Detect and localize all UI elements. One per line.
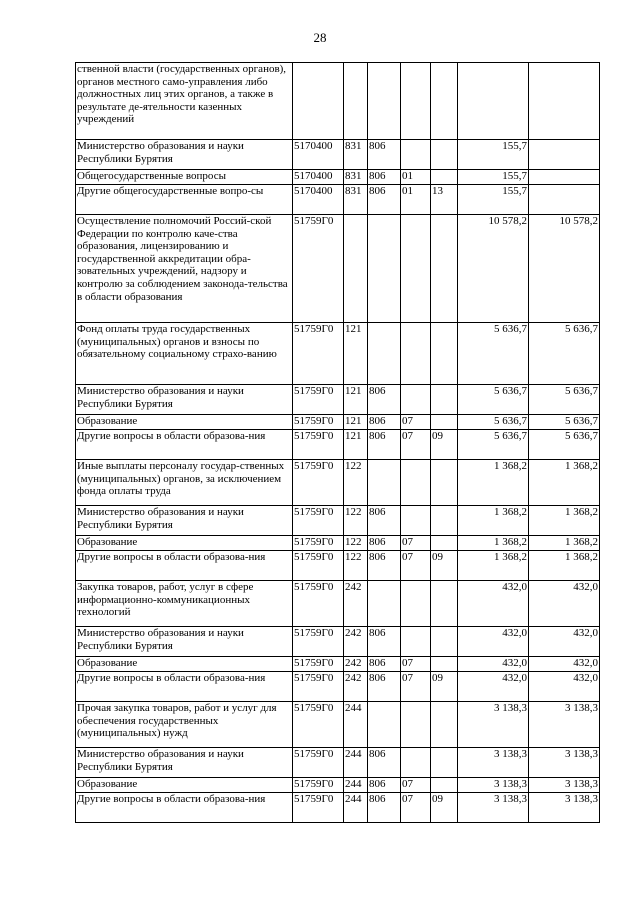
cell-sum1: 5 636,7 [458,385,529,415]
cell-csr: 51759Г0 [293,460,344,506]
cell-sum2: 10 578,2 [529,215,600,323]
table-row [76,185,600,215]
cell-pr [431,778,458,793]
cell-rz: 07 [401,551,431,581]
cell-sum2: 432,0 [529,581,600,627]
cell-grbs: 806 [368,140,401,170]
cell-rz [401,385,431,415]
cell-sum2: 432,0 [529,672,600,702]
cell-pr [431,657,458,672]
cell-name: Другие вопросы в области образова-ния [76,793,293,823]
cell-sum2: 5 636,7 [529,323,600,385]
table-row [76,323,600,385]
table-row [76,793,600,823]
cell-pr: 09 [431,430,458,460]
table-row [76,672,600,702]
cell-csr: 51759Г0 [293,657,344,672]
cell-name: Закупка товаров, работ, услуг в сфере информационно-коммуникационных технологий [76,581,293,627]
cell-rz: 01 [401,185,431,215]
cell-grbs: 806 [368,627,401,657]
cell-vr: 244 [344,702,368,748]
cell-rz: 07 [401,430,431,460]
cell-pr [431,170,458,185]
table-row [76,430,600,460]
cell-grbs [368,460,401,506]
cell-name: Фонд оплаты труда государственных (муниципальных) органов и взносы по обязательному социальному страхо-ванию [76,323,293,385]
cell-sum1: 432,0 [458,672,529,702]
cell-pr: 09 [431,793,458,823]
cell-sum2: 5 636,7 [529,430,600,460]
cell-name: Другие вопросы в области образова-ния [76,551,293,581]
cell-grbs: 806 [368,506,401,536]
cell-sum1: 155,7 [458,170,529,185]
cell-csr: 51759Г0 [293,672,344,702]
cell-vr: 122 [344,536,368,551]
cell-pr: 09 [431,672,458,702]
cell-grbs [368,215,401,323]
cell-name: Другие вопросы в области образова-ния [76,430,293,460]
cell-sum1: 155,7 [458,185,529,215]
cell-grbs: 806 [368,430,401,460]
cell-vr: 831 [344,140,368,170]
cell-sum2: 432,0 [529,657,600,672]
table-row [76,140,600,170]
cell-pr [431,140,458,170]
cell-csr: 51759Г0 [293,415,344,430]
cell-csr: 5170400 [293,170,344,185]
budget-table [75,62,600,823]
cell-vr: 122 [344,551,368,581]
cell-csr: 51759Г0 [293,627,344,657]
cell-rz [401,460,431,506]
cell-name: Образование [76,778,293,793]
cell-rz [401,63,431,140]
cell-sum1: 3 138,3 [458,748,529,778]
cell-vr: 244 [344,748,368,778]
cell-sum1: 10 578,2 [458,215,529,323]
table-row [76,581,600,627]
cell-csr: 5170400 [293,185,344,215]
cell-name: Министерство образования и науки Республики Бурятия [76,385,293,415]
cell-name: Министерство образования и науки Республики Бурятия [76,627,293,657]
cell-sum1: 1 368,2 [458,536,529,551]
cell-grbs: 806 [368,778,401,793]
cell-csr: 51759Г0 [293,385,344,415]
cell-sum1 [458,63,529,140]
cell-vr: 244 [344,793,368,823]
cell-pr [431,581,458,627]
cell-pr: 09 [431,551,458,581]
cell-sum1: 3 138,3 [458,793,529,823]
cell-rz: 07 [401,415,431,430]
cell-vr: 121 [344,430,368,460]
cell-csr: 51759Г0 [293,793,344,823]
table-row [76,551,600,581]
cell-vr: 121 [344,323,368,385]
cell-csr: 51759Г0 [293,778,344,793]
cell-rz [401,506,431,536]
table-row [76,627,600,657]
cell-grbs: 806 [368,170,401,185]
cell-pr [431,385,458,415]
cell-csr: 51759Г0 [293,748,344,778]
cell-grbs [368,323,401,385]
cell-name: Другие общегосударственные вопро-сы [76,185,293,215]
cell-sum2: 5 636,7 [529,415,600,430]
table-row [76,536,600,551]
cell-sum2 [529,185,600,215]
cell-csr: 51759Г0 [293,506,344,536]
cell-vr: 242 [344,657,368,672]
cell-rz: 07 [401,793,431,823]
cell-name: Иные выплаты персоналу государ-ственных (муниципальных) органов, за исключением фонда оплаты труда [76,460,293,506]
cell-sum2: 3 138,3 [529,778,600,793]
cell-rz [401,323,431,385]
cell-sum1: 3 138,3 [458,778,529,793]
cell-pr [431,323,458,385]
cell-csr: 51759Г0 [293,536,344,551]
cell-rz [401,215,431,323]
cell-pr [431,627,458,657]
cell-rz [401,748,431,778]
cell-rz [401,627,431,657]
cell-rz [401,140,431,170]
cell-rz: 07 [401,778,431,793]
cell-name: Прочая закупка товаров, работ и услуг для обеспечения государственных (муниципальных) нужд [76,702,293,748]
cell-name: Министерство образования и науки Республики Бурятия [76,506,293,536]
cell-csr: 5170400 [293,140,344,170]
cell-sum2: 3 138,3 [529,748,600,778]
table-row [76,657,600,672]
cell-vr: 122 [344,460,368,506]
cell-csr: 51759Г0 [293,323,344,385]
cell-name: Министерство образования и науки Республики Бурятия [76,140,293,170]
cell-sum1: 1 368,2 [458,506,529,536]
cell-sum2: 3 138,3 [529,793,600,823]
table-row [76,460,600,506]
cell-sum1: 432,0 [458,581,529,627]
cell-sum1: 432,0 [458,627,529,657]
cell-grbs [368,63,401,140]
table-row [76,748,600,778]
table-row [76,415,600,430]
cell-sum2 [529,170,600,185]
cell-name: Общегосударственные вопросы [76,170,293,185]
cell-csr: 51759Г0 [293,430,344,460]
cell-rz: 01 [401,170,431,185]
cell-csr: 51759Г0 [293,702,344,748]
cell-sum1: 3 138,3 [458,702,529,748]
cell-pr [431,63,458,140]
table-row [76,170,600,185]
cell-pr [431,215,458,323]
cell-name: Министерство образования и науки Республики Бурятия [76,748,293,778]
cell-vr: 244 [344,778,368,793]
cell-grbs: 806 [368,672,401,702]
cell-grbs [368,581,401,627]
cell-grbs: 806 [368,793,401,823]
table-row [76,215,600,323]
cell-sum1: 432,0 [458,657,529,672]
cell-grbs [368,702,401,748]
cell-sum2: 3 138,3 [529,702,600,748]
cell-vr: 121 [344,385,368,415]
cell-rz: 07 [401,657,431,672]
cell-csr: 51759Г0 [293,215,344,323]
cell-sum1: 5 636,7 [458,430,529,460]
cell-pr [431,460,458,506]
cell-name: Осуществление полномочий Россий-ской Федерации по контролю каче-ства образования, лицензированию и государственной аккредитации обра-зовательных учреждений, надзору и контролю за соблюдением законода-тельства в области образования [76,215,293,323]
page-number: 28 [313,30,327,45]
cell-pr: 13 [431,185,458,215]
cell-name: Образование [76,657,293,672]
table-row [76,778,600,793]
cell-vr: 831 [344,170,368,185]
cell-vr: 242 [344,627,368,657]
cell-rz [401,581,431,627]
cell-rz [401,702,431,748]
cell-pr [431,702,458,748]
table-row [76,385,600,415]
cell-vr [344,63,368,140]
cell-csr: 51759Г0 [293,551,344,581]
cell-grbs: 806 [368,385,401,415]
cell-csr: 51759Г0 [293,581,344,627]
cell-sum2 [529,140,600,170]
cell-sum2: 5 636,7 [529,385,600,415]
cell-vr [344,215,368,323]
cell-grbs: 806 [368,657,401,672]
cell-rz: 07 [401,536,431,551]
cell-grbs: 806 [368,551,401,581]
cell-sum1: 155,7 [458,140,529,170]
cell-sum2 [529,63,600,140]
cell-sum2: 1 368,2 [529,551,600,581]
cell-vr: 831 [344,185,368,215]
cell-csr [293,63,344,140]
cell-name: Другие вопросы в области образова-ния [76,672,293,702]
cell-pr [431,536,458,551]
cell-sum2: 1 368,2 [529,460,600,506]
cell-vr: 242 [344,581,368,627]
cell-vr: 122 [344,506,368,536]
cell-sum2: 1 368,2 [529,536,600,551]
cell-sum1: 5 636,7 [458,323,529,385]
cell-sum2: 432,0 [529,627,600,657]
cell-sum1: 1 368,2 [458,551,529,581]
table-row [76,63,600,140]
cell-pr [431,415,458,430]
cell-grbs: 806 [368,748,401,778]
cell-name: Образование [76,415,293,430]
cell-grbs: 806 [368,536,401,551]
cell-pr [431,506,458,536]
cell-rz: 07 [401,672,431,702]
cell-grbs: 806 [368,185,401,215]
cell-sum1: 5 636,7 [458,415,529,430]
cell-vr: 121 [344,415,368,430]
cell-sum1: 1 368,2 [458,460,529,506]
table-row [76,506,600,536]
cell-sum2: 1 368,2 [529,506,600,536]
cell-name: ственной власти (государственных органов), органов местного само-управления либо должностных лиц этих органов, а также в результате де-ятельности казенных учреждений [76,63,293,140]
cell-pr [431,748,458,778]
table-row [76,702,600,748]
cell-name: Образование [76,536,293,551]
cell-grbs: 806 [368,415,401,430]
cell-vr: 242 [344,672,368,702]
